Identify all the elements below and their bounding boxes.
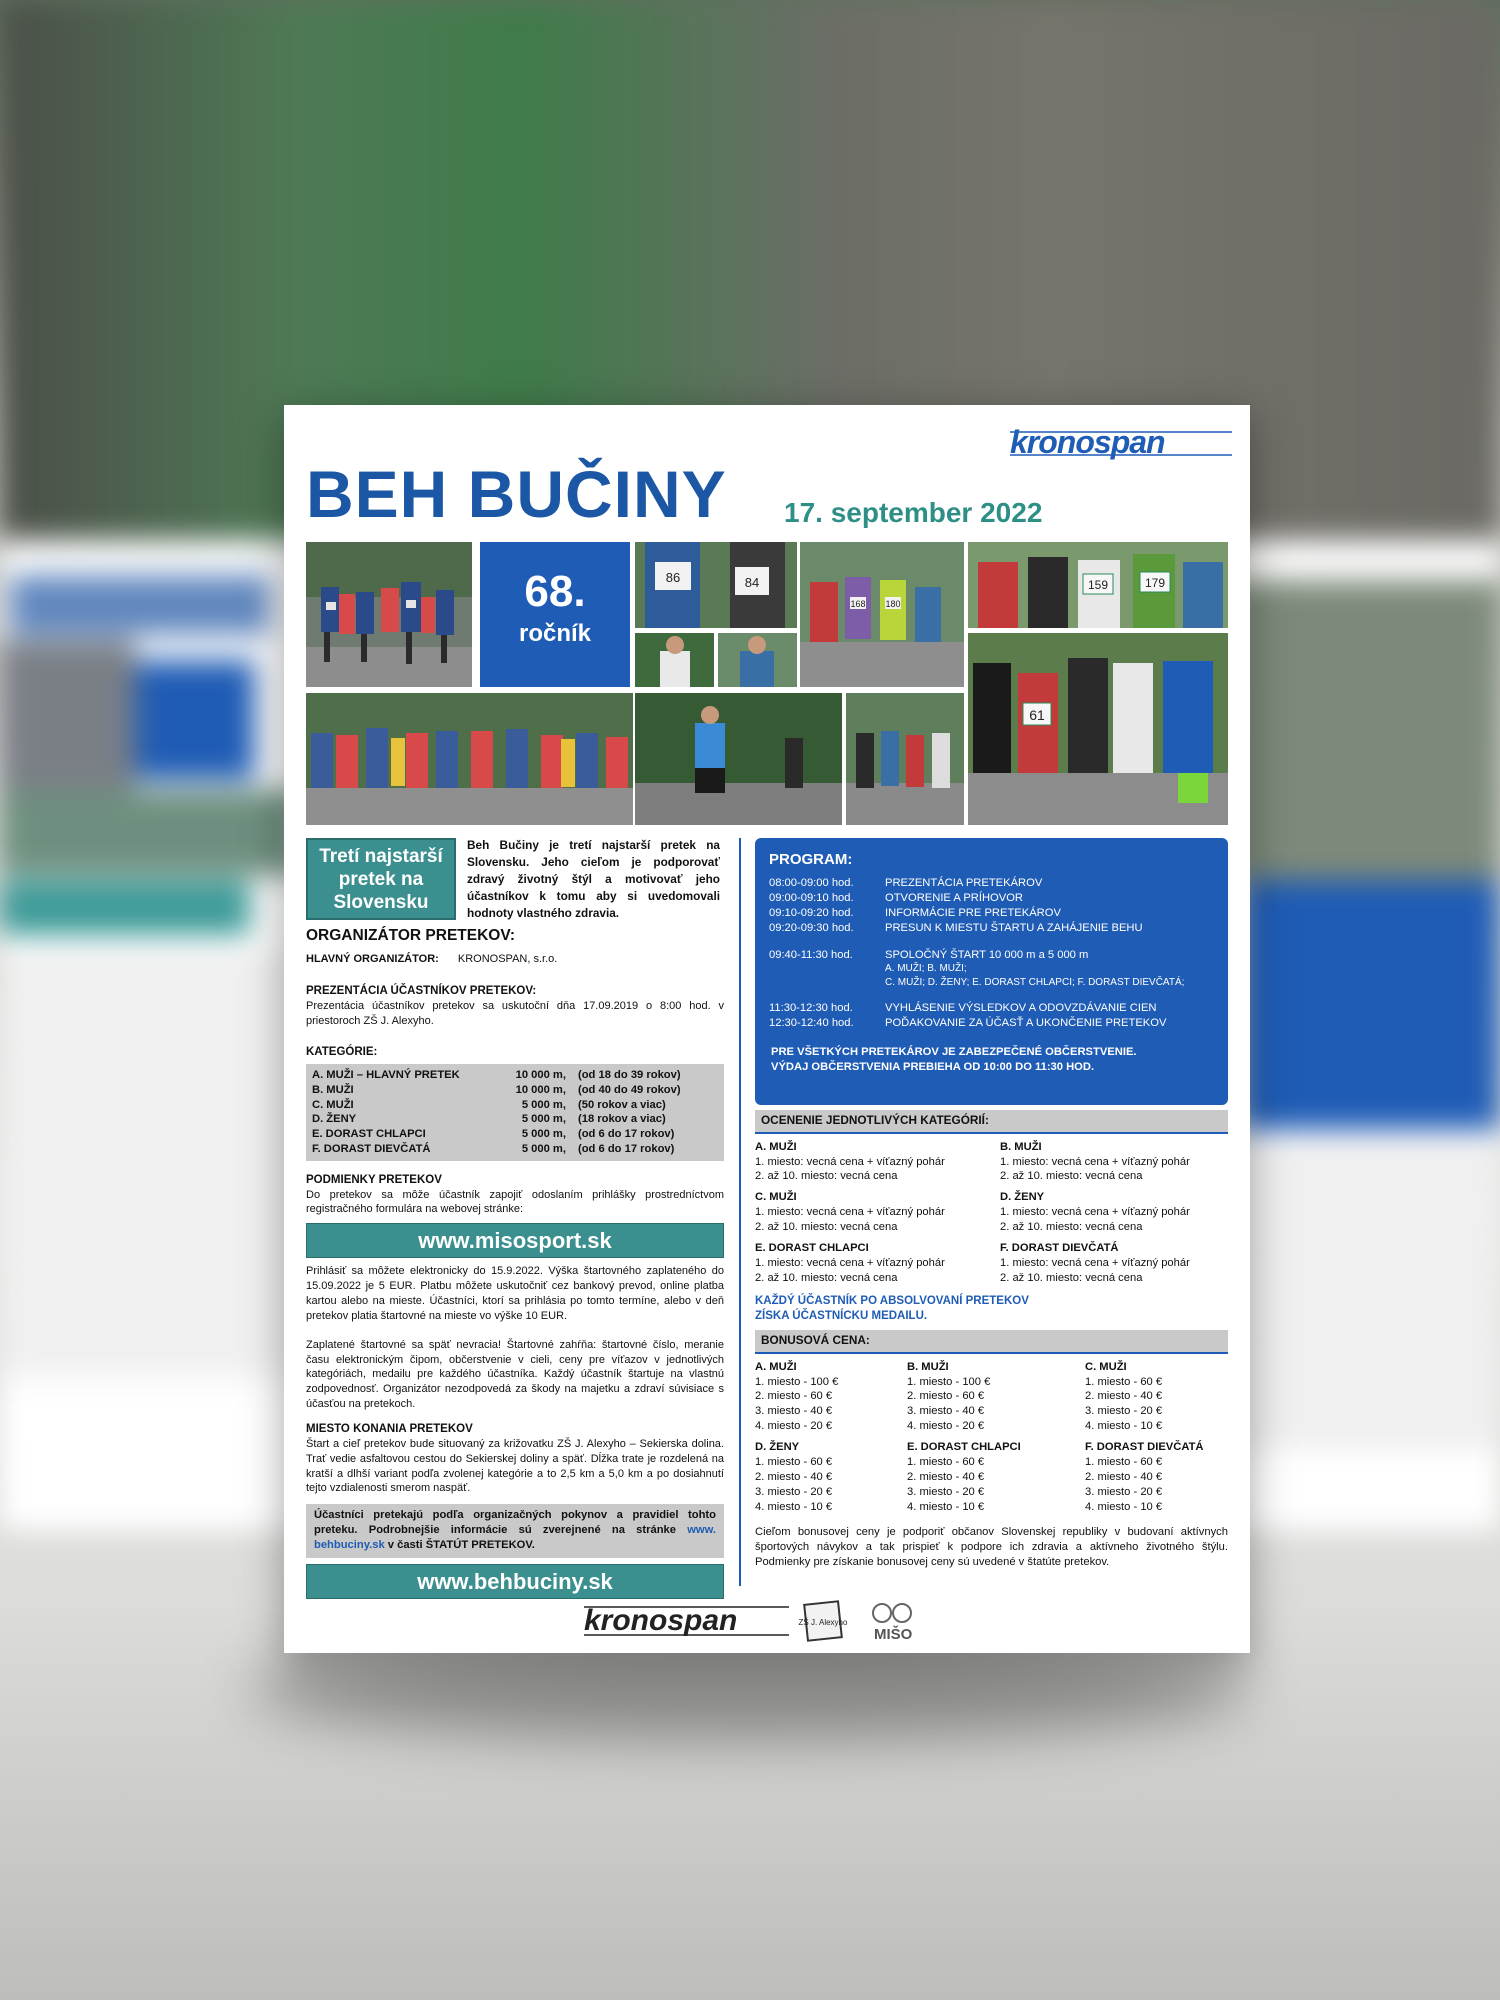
kronospan-logo-text: kronospan [1010,426,1165,460]
intro-badge-line: Slovensku [333,891,429,913]
bib-number: 86 [665,570,681,585]
photo-mass-start [306,693,633,825]
intro-badge [306,838,456,920]
kronospan-logo [1010,426,1232,460]
miso-logo [873,1604,913,1643]
photo-runners-group [800,542,964,687]
rules-note-text2: v časti ŠTATÚT PRETEKOV. [387,1539,535,1552]
sponsor-logos [584,1595,964,1647]
misosport-link[interactable]: www.misosport.sk [306,1223,724,1258]
intro-badge-line: Tretí najstarší [319,846,443,867]
photo-runners-start [306,542,472,687]
intro-badge-line: pretek na [338,868,424,890]
awards-heading: OCENENIE JEDNOTLIVÝCH KATEGÓRIÍ: [755,1110,1228,1134]
kronospan-footer-text: kronospan [584,1604,738,1637]
refreshment-note: PRE VŠETKÝCH PRETEKÁROV JE ZABEZPEČENÉ OBČERSTVENIE. VÝDAJ OBČERSTVENIA PREBIEHA OD 10:00 DO 11:30 HOD. [771,1046,1137,1074]
registration-text: Prezentácia účastníkov pretekov sa uskutoční dňa 17.09.2019 o 8:00 hod. v priestoroch ZŠ J. Alexyho. [306,1000,724,1028]
category-row: E. DORAST CHLAPCI 5 000 m, (od 6 do 17 rokov) [312,1128,675,1141]
conditions-heading: PODMIENKY PRETEKOV [306,1173,442,1186]
left-column [306,926,724,1599]
column-divider [739,838,741,1586]
program-sub: C. MUŽI; D. ŽENY; E. DORAST CHLAPCI; F. DORAST DIEVČATÁ; [885,976,1185,988]
photo-runners-road [846,693,964,825]
award-group: D. ŽENY 1. miesto: vecná cena + víťazný pohár 2. až 10. miesto: vecná cena [1000,1191,1190,1234]
bonus-heading: BONUSOVÁ CENA: [755,1330,1228,1354]
award-group: E. DORAST CHLAPCI 1. miesto: vecná cena + víťazný pohár 2. až 10. miesto: vecná cena [755,1242,945,1284]
program-row: 08:00-09:00 hod. PREZENTÁCIA PRETEKÁROV [769,876,1043,889]
categories-table [306,1064,724,1161]
categories-heading: KATEGÓRIE: [306,1046,378,1059]
page-title: BEH BUČINY [306,457,727,531]
program-row: 09:00-09:10 hod. OTVORENIE A PRÍHOVOR [769,891,1024,904]
bonus-group: C. MUŽI 1. miesto - 60 € 2. miesto - 40 € 3. miesto - 20 € 4. miesto - 10 € [1085,1360,1163,1433]
miso-logo-text: MIŠO [874,1626,913,1643]
bib-number: 84 [744,575,760,590]
behbuciny-link[interactable]: www.behbuciny.sk [306,1564,724,1599]
school-logo [799,1601,848,1640]
bonus-group: F. DORAST DIEVČATÁ 1. miesto - 60 € 2. miesto - 40 € 3. miesto - 20 € 4. miesto - 10 € [1085,1441,1204,1513]
organizer-main-label: HLAVNÝ ORGANIZÁTOR: [306,953,439,966]
award-group: F. DORAST DIEVČATÁ 1. miesto: vecná cena + víťazný pohár 2. až 10. miesto: vecná cena [1000,1242,1190,1284]
program-row: 09:10-09:20 hod. INFORMÁCIE PRE PRETEKÁROV [769,906,1061,919]
awards-section [755,1110,1228,1324]
organizer-main [306,952,724,966]
category-row: F. DORAST DIEVČATÁ 5 000 m, (od 6 do 17 rokov) [312,1142,675,1155]
event-date: 17. september 2022 [784,497,1043,528]
bonus-grid [755,1360,1228,1515]
bib-number: 61 [1029,707,1045,723]
awards-grid [755,1140,1228,1286]
poster [284,405,1250,1653]
category-row: A. MUŽI – HLAVNÝ PRETEK 10 000 m, (od 18 do 39 rokov) [312,1069,681,1081]
bonus-section [755,1330,1228,1570]
venue-text: Štart a cieľ pretekov bude situovaný za križovatku ZŠ J. Alexyho – Sekierska dolina. Trať vedie asfaltovou cestou do Sekierskej doliny a späť. Dĺžka trate je rozdelená na kratší a dlhší variant podľa zvolenej kategórie a to 2,5 km a 5,0 km a po dosiahnutí tejto vzdialenosti smerom naspäť. [306,1437,724,1495]
bonus-group: B. MUŽI 1. miesto - 100 € 2. miesto - 60 € 3. miesto - 40 € 4. miesto - 20 € [907,1360,991,1433]
photo-runners-159-179 [968,542,1228,628]
conditions-paragraph1: Prihlásiť sa môžete elektronicky do 15.9.2022. Výška štartovného zaplateného do 15.09.2022 je 5 EUR. Platbu môžete uskutočniť cez bankový prevod, online platba kartou alebo na mieste. Účastníci, ktorí sa prihlásia po tomto termíne, alebo v deň pretekov platia štartovné na mieste vo výške 10 EUR. [306,1265,724,1322]
category-row: D. ŽENY 5 000 m, (18 rokov a viac) [312,1113,666,1126]
category-row: C. MUŽI 5 000 m, (50 rokov a viac) [312,1098,666,1111]
organizer-main-value: KRONOSPAN, s.r.o. [457,953,558,966]
edition-number: 68. [524,567,586,616]
award-group: B. MUŽI 1. miesto: vecná cena + víťazný pohár 2. až 10. miesto: vecná cena [1000,1140,1190,1183]
program-row: 12:30-12:40 hod. POĎAKOVANIE ZA ÚČASŤ A UKONČENIE PRETEKOV [769,1017,1167,1030]
registration-heading: PREZENTÁCIA ÚČASTNÍKOV PRETEKOV: [306,985,537,998]
photo-runner-forest [635,693,842,825]
venue-heading: MIESTO KONANIA PRETEKOV [306,1422,473,1435]
bib-number: 159 [1087,578,1109,592]
bonus-group: D. ŽENY 1. miesto - 60 € 2. miesto - 40 € 3. miesto - 20 € 4. miesto - 10 € [755,1441,833,1513]
program-box [755,838,1228,1105]
poster-shadow [250,1640,1250,1740]
rules-note [306,1504,724,1557]
photo-runner-smile [635,633,714,687]
program-row: 09:20-09:30 hod. PRESUN K MIESTU ŠTARTU A ZAHÁJENIE BEHU [769,921,1143,934]
award-group: A. MUŽI 1. miesto: vecná cena + víťazný pohár 2. až 10. miesto: vecná cena [755,1140,945,1183]
conditions-paragraph2: Zaplatené štartovné sa späť nevracia! Štartovné zahŕňa: štartovné číslo, meranie času elektronickým čipom, občerstvenie v cieli, ceny pre víťazov v jednotlivých kategóriách, medailu pre každého účastníka. Každý účastník štartuje na vlastnú zodpovednosť. Organizátor nezodpovedá za škody na majetku a zdraví súvisiace s účasťou na pretekoch. [306,1338,724,1411]
program-heading: PROGRAM: [769,851,853,868]
organizer-heading: ORGANIZÁTOR PRETEKOV: [306,927,515,944]
bonus-group: E. DORAST CHLAPCI 1. miesto - 60 € 2. miesto - 40 € 3. miesto - 20 € 4. miesto - 10 € [907,1441,1021,1513]
program-sub: A. MUŽI; B. MUŽI; [885,963,967,975]
bonus-text: Cieľom bonusovej ceny je podporiť občanov Slovenskej republiky v budovaní aktívnych športových návykov a tak prispieť k podpore ich zdravia a aktívneho životného štýlu. Podmienky pre získanie bonusovej ceny sú uvedené v štatúte pretekov. [755,1525,1228,1568]
award-group: C. MUŽI 1. miesto: vecná cena + víťazný pohár 2. až 10. miesto: vecná cena [755,1191,945,1234]
intro-text: Beh Bučiny je tretí najstarší pretek na Slovensku. Jeho cieľom je podporovať zdravý životný štýl a motivovať jeho účastníkov k tomu aby si uvedomovali hodnoty vlastného zdravia. [467,838,720,921]
edition-badge [480,542,630,687]
photo-runners-61 [968,633,1228,825]
bib-number: 179 [1144,576,1166,590]
bib-number: 180 [885,599,901,609]
photo-bibs-86-84 [635,542,797,628]
school-logo-text: ZŠ J. Alexyho [798,1618,848,1627]
bib-number: 168 [850,599,866,609]
medal-note: KAŽDÝ ÚČASTNÍK PO ABSOLVOVANÍ PRETEKOV ZÍSKA ÚČASTNÍCKU MEDAILU. [755,1294,1029,1322]
kronospan-footer-logo [584,1604,789,1637]
edition-label: ročník [518,620,592,647]
program-row: 09:40-11:30 hod. SPOLOČNÝ ŠTART 10 000 m a 5 000 m [769,948,1089,961]
bonus-group: A. MUŽI 1. miesto - 100 € 2. miesto - 60 € 3. miesto - 40 € 4. miesto - 20 € [755,1360,839,1433]
photo-runner-green [718,633,797,687]
program-row: 11:30-12:30 hod. VYHLÁSENIE VÝSLEDKOV A ODOVZDÁVANIE CIEN [769,1002,1157,1015]
statute-link[interactable]: www. behbuciny.sk [314,1524,717,1552]
rules-note-text1: Účastníci pretekajú podľa organizačných pokynov a pravidiel tohto preteku. Podrobnejšie informácie sú zverejnené na stránke [314,1509,716,1537]
conditions-text: Do pretekov sa môže účastník zapojiť odoslaním prihlášky prostredníctvom registračného formulára na webovej stránke: [306,1188,724,1216]
category-row: B. MUŽI 10 000 m, (od 40 do 49 rokov) [312,1083,681,1096]
